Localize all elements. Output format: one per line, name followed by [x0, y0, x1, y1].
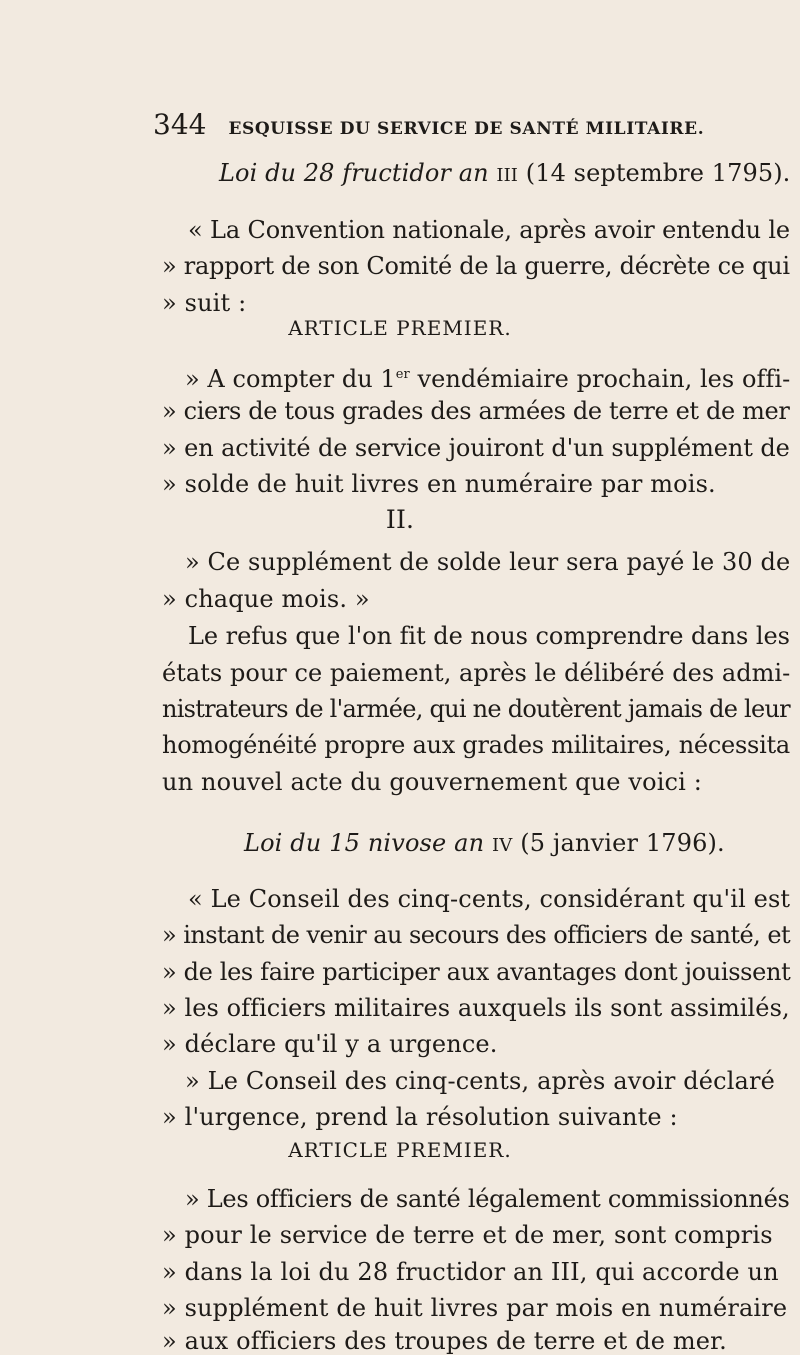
paragraph-line: un nouvel acte du gouvernement que voici : — [162, 768, 702, 796]
article-heading-3: ARTICLE PREMIER. — [288, 1138, 512, 1162]
paragraph-line: » Les officiers de santé légalement commissionnés — [185, 1185, 790, 1213]
running-title: ESQUISSE DU SERVICE DE SANTÉ MILITAIRE. — [228, 119, 705, 139]
paragraph-line: Le refus que l'on fit de nous comprendre dans les — [188, 622, 790, 650]
paragraph-line: » Le Conseil des cinq-cents, après avoir déclaré — [185, 1067, 775, 1095]
paragraph-line: » de les faire participer aux avantages dont jouissent — [162, 958, 791, 986]
paragraph-line: » en activité de service jouiront d'un supplément de — [162, 434, 790, 462]
law-title-1: Loi du 28 fructidor an III (14 septembre 1795). — [219, 159, 791, 187]
paragraph-line: » ciers de tous grades des armées de terre et de mer — [162, 397, 790, 425]
paragraph-line: « Le Conseil des cinq-cents, considérant qu'il est — [188, 885, 791, 913]
paragraph-line: » pour le service de terre et de mer, sont compris — [162, 1221, 773, 1249]
paragraph-line: » suit : — [162, 289, 247, 317]
article-heading-2: II. — [385, 505, 415, 534]
paragraph-line: nistrateurs de l'armée, qui ne doutèrent jamais de leur — [162, 695, 790, 723]
paragraph-line: » rapport de son Comité de la guerre, décrète ce qui — [162, 252, 790, 280]
paragraph-line: homogénéité propre aux grades militaires, nécessita — [162, 731, 790, 759]
paragraph-line: » instant de venir au secours des officiers de santé, et — [162, 921, 791, 949]
paragraph-line: » les officiers militaires auxquels ils sont assimilés, — [162, 994, 790, 1022]
paragraph-line: » solde de huit livres en numéraire par mois. — [162, 470, 716, 498]
paragraph-line: » aux officiers des troupes de terre et de mer. — [162, 1327, 727, 1355]
paragraph-line: » déclare qu'il y a urgence. — [162, 1030, 498, 1058]
paragraph-line: » dans la loi du 28 fructidor an III, qui accorde un — [162, 1258, 779, 1286]
page-header — [153, 108, 704, 141]
law-title-2: Loi du 15 nivose an IV (5 janvier 1796). — [244, 829, 725, 857]
article-heading-1: ARTICLE PREMIER. — [288, 316, 512, 340]
paragraph-line: » A compter du 1er vendémiaire prochain, les offi- — [185, 365, 791, 393]
paragraph-line: états pour ce paiement, après le délibéré des admi- — [162, 659, 791, 687]
paragraph-line: « La Convention nationale, après avoir entendu le — [188, 216, 790, 244]
paragraph-line: » l'urgence, prend la résolution suivante : — [162, 1103, 678, 1131]
paragraph-line: » Ce supplément de solde leur sera payé le 30 de — [185, 548, 791, 576]
paragraph-line: » chaque mois. » — [162, 585, 370, 613]
page-number: 344 — [153, 108, 207, 141]
paragraph-line: » supplément de huit livres par mois en numéraire — [162, 1294, 788, 1322]
